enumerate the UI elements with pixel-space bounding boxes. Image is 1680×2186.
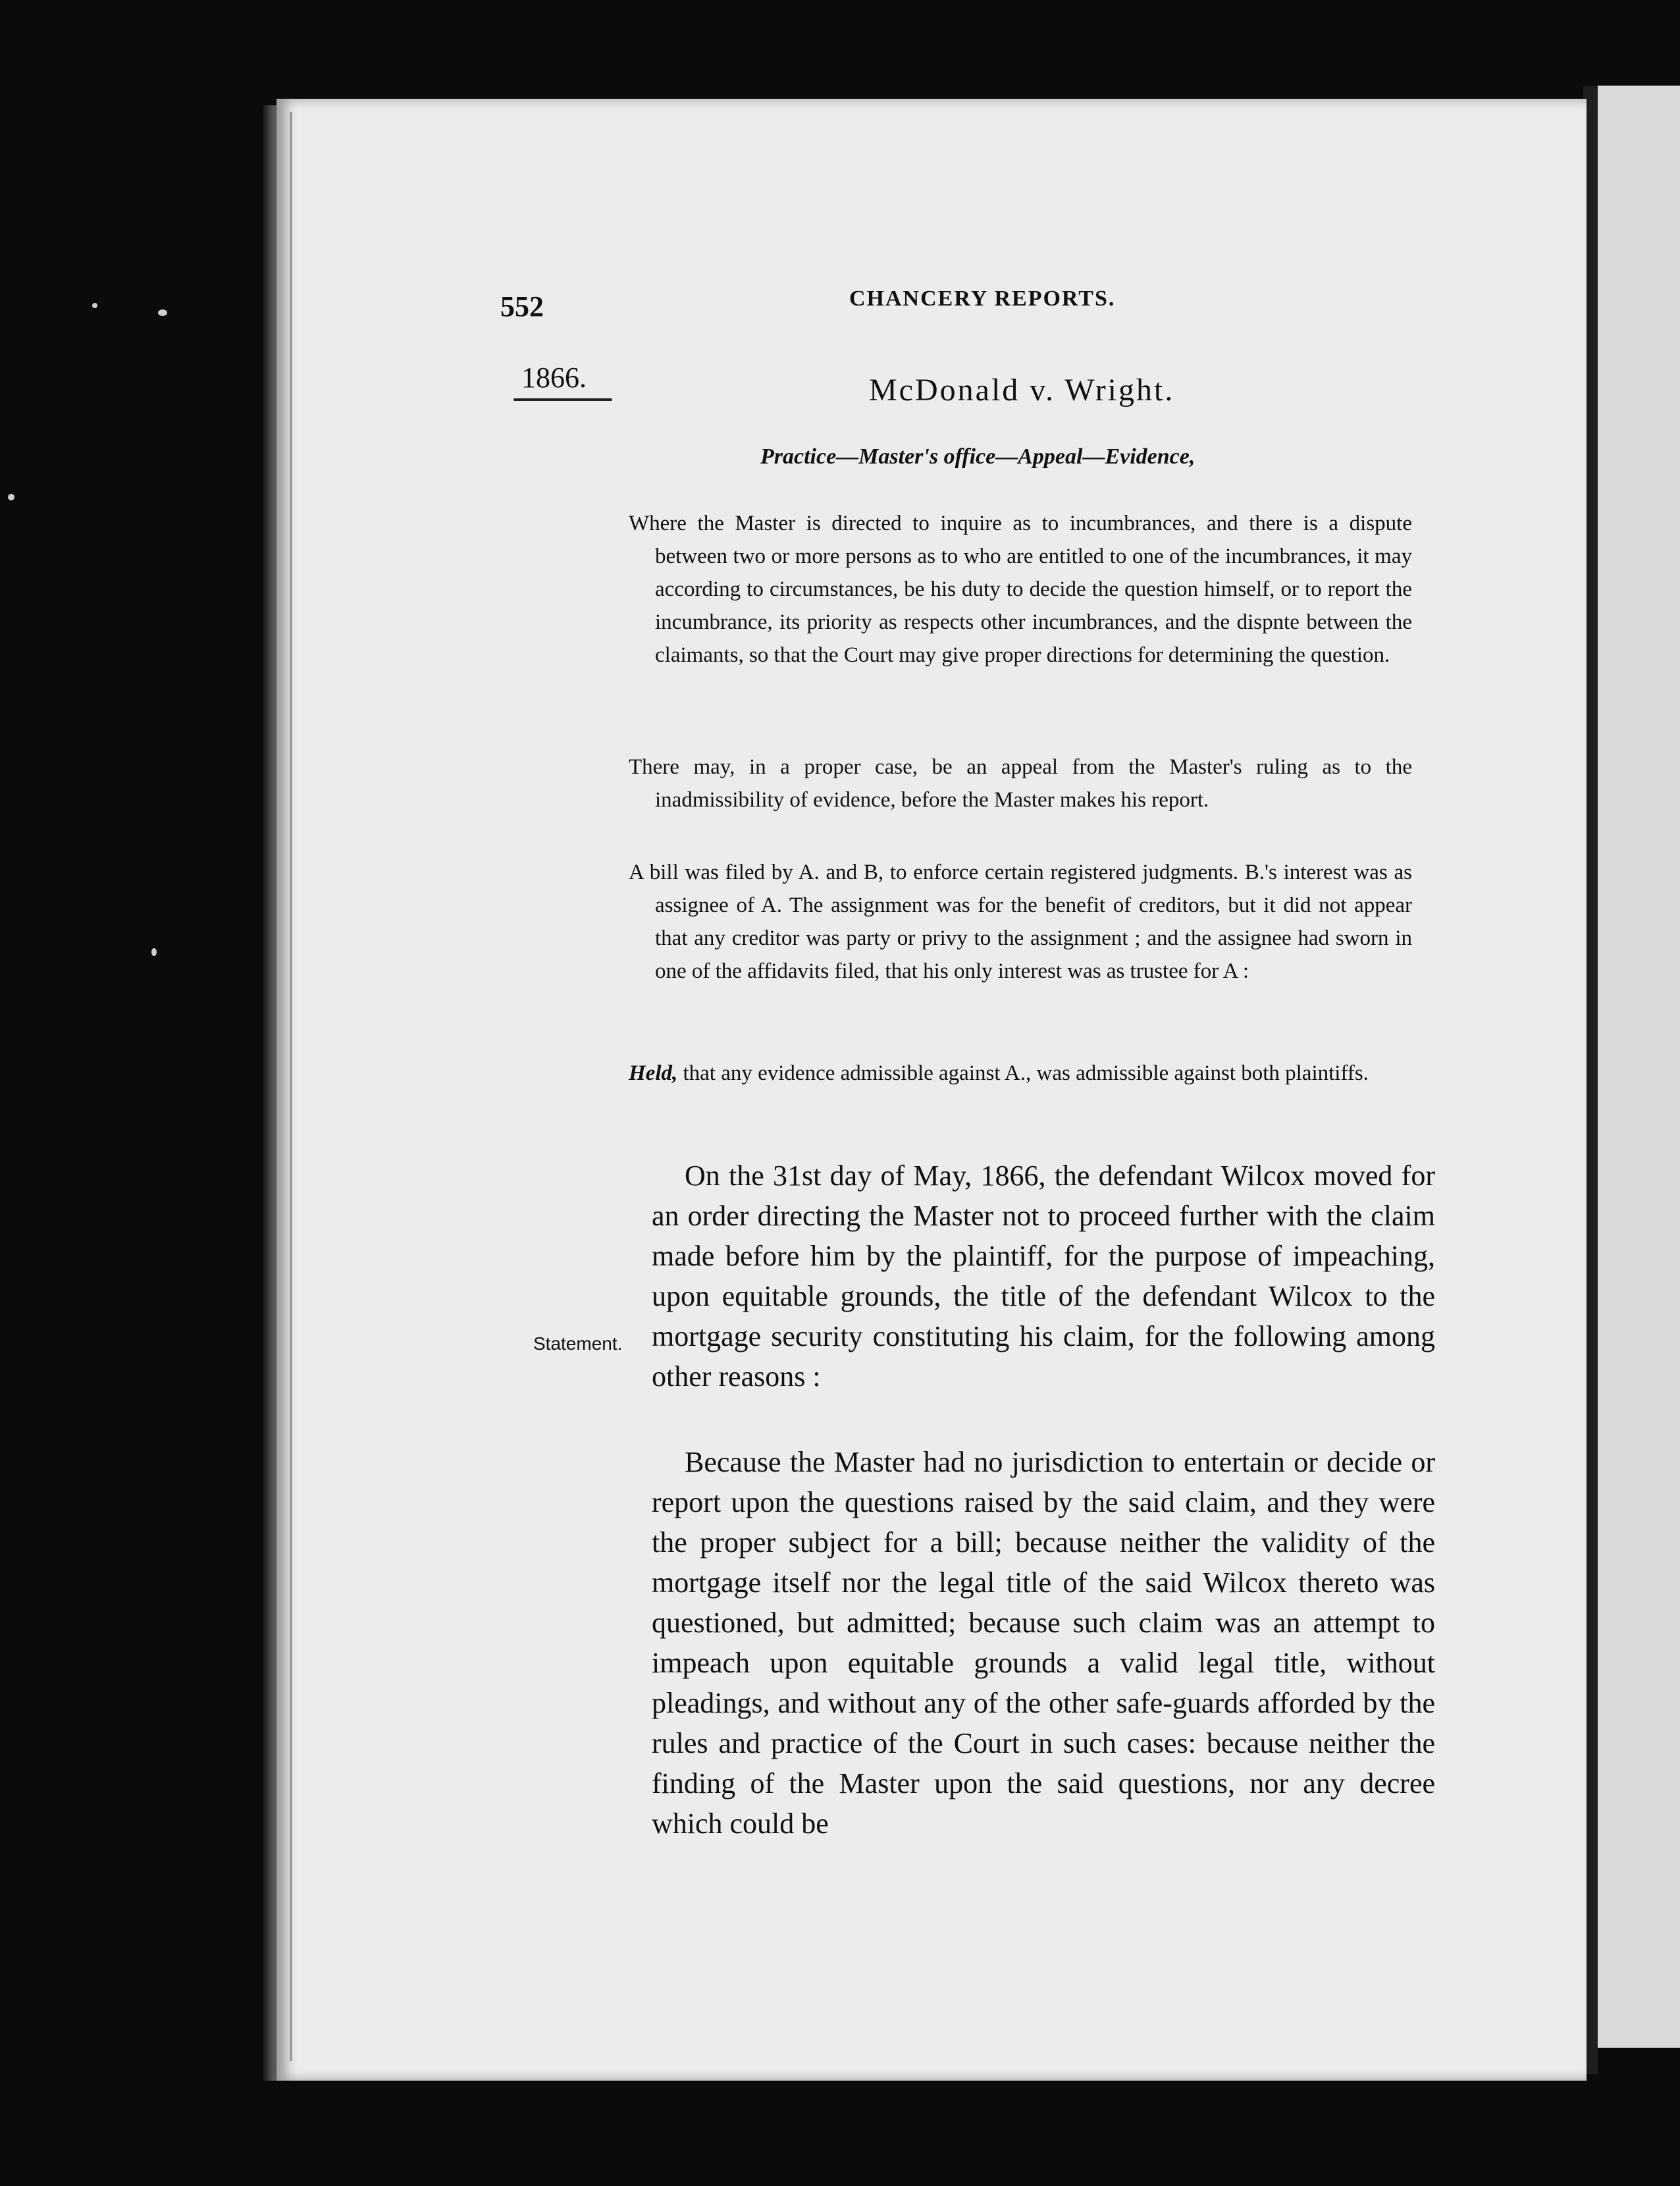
scan-speck — [8, 494, 14, 500]
headnote-text: A bill was filed by A. and B, to enforce certain registered judgments. B.'s interest was as assignee of A. The assignment was for the benefit of creditors, but it did not appear that any creditor was party or privy to the assignment ; and the assignee had sworn in one of the affidavits filed, that his only interest was as trustee for A : — [629, 861, 1412, 983]
held-label: Held, — [629, 1061, 678, 1085]
book-page — [276, 99, 1587, 2081]
statement-margin-note: Statement. — [533, 1333, 623, 1354]
body-paragraph: Because the Master had no jurisdiction to entertain or decide or report upon the questions raised by the said claim, and they were the proper subject for a bill; because neither the validity of the mortgage itself nor the legal title of the said Wilcox thereto was questioned, but admitted; because such claim was an attempt to impeach upon equitable grounds a valid legal title, without pleadings, and without any of the other safe-guards afforded by the rules and practice of the Court in such cases: because neither the finding of the Master upon the said questions, nor any decree which could be — [652, 1446, 1435, 1840]
headnote — [629, 856, 1412, 988]
page-number: 552 — [500, 290, 544, 323]
case-title: McDonald v. Wright. — [869, 373, 1175, 408]
running-head: CHANCERY REPORTS. — [849, 286, 1116, 311]
year-underline — [513, 398, 612, 401]
headnote-text: There may, in a proper case, be an appeal from the Master's ruling as to the inadmissibility of evidence, before the Master makes his report. — [629, 755, 1412, 812]
headnote — [629, 751, 1412, 816]
scan-speck — [92, 303, 97, 308]
held-text: that any evidence admissible against A., was admissible against both plaintiffs. — [683, 1061, 1369, 1085]
headnote-text: Where the Master is directed to inquire as to incumbrances, and there is a dispute between two or more persons as to who are entitled to one of the incumbrances, it may according to circumstances, be his duty to decide the question himself, or to report the incumbrance, its priority as respects other incumbrances, and the dispnte between the claimants, so that the Court may give proper directions for determining the question. — [629, 512, 1412, 667]
held-paragraph — [629, 1057, 1412, 1090]
adjacent-page — [1598, 86, 1680, 2048]
headnote-held — [629, 1057, 1412, 1090]
case-topics: Practice—Master's office—Appeal—Evidence, — [760, 444, 1195, 469]
scan-speck — [158, 309, 167, 316]
headnote — [629, 507, 1412, 672]
body-paragraph: On the 31st day of May, 1866, the defendant Wilcox moved for an order directing the Master not to proceed further with the claim made before him by the plaintiff, for the purpose of impeaching, upon equitable grounds, the title of the defendant Wilcox to the mortgage security constituting his claim, for the following among other reasons : — [652, 1160, 1435, 1393]
page-inner-rule — [290, 112, 292, 2061]
scan-speck — [151, 948, 157, 956]
year-marginal: 1866. — [521, 361, 587, 394]
